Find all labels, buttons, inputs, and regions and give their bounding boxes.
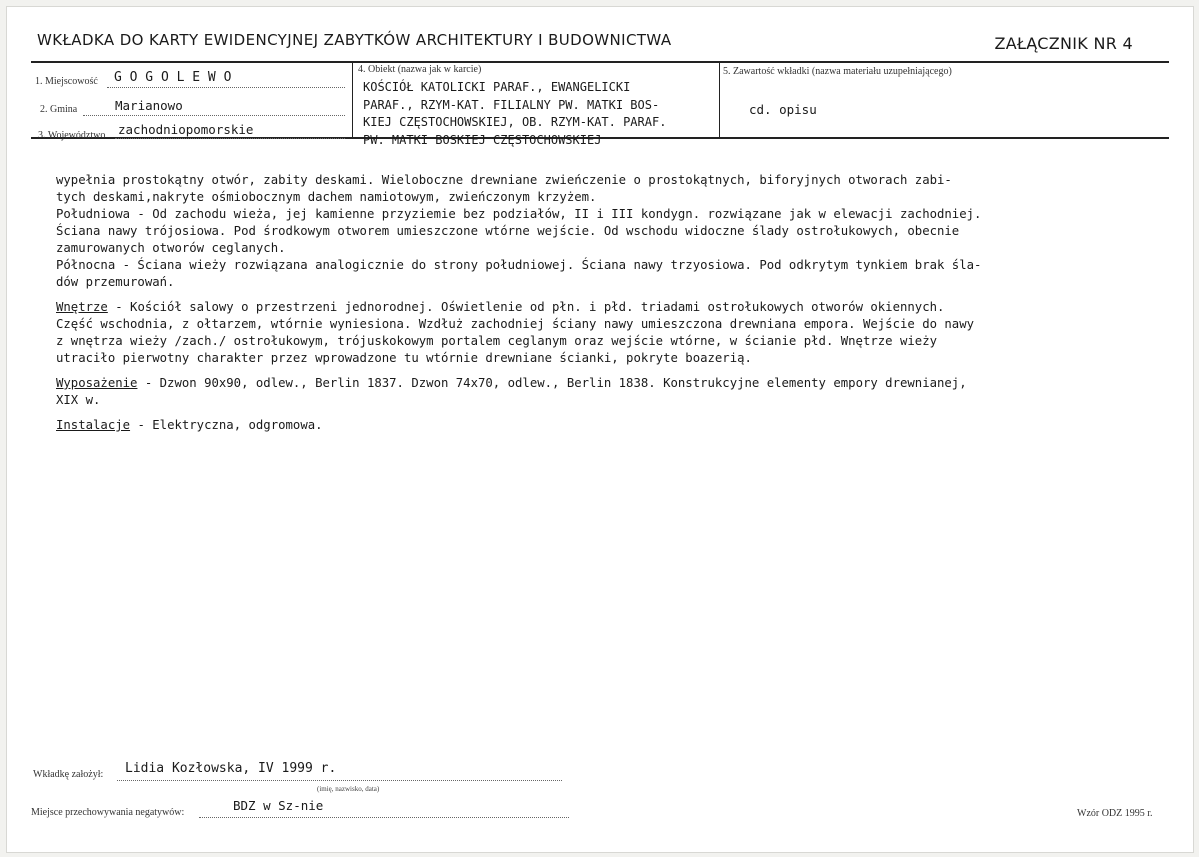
field-object-value xyxy=(363,79,666,149)
body-line: zamurowanych otworów ceglanych. xyxy=(56,241,286,255)
field-commune-label: 2. Gmina xyxy=(40,104,78,115)
body-line xyxy=(56,375,1156,392)
furnishings-heading: Wyposażenie xyxy=(56,376,138,390)
body-line: utraciło pierwotny charakter przez wprowadzone tu wtórnie drewniane ścianki, pokryte boazerią. xyxy=(56,351,752,365)
installations-text: - Elektryczna, odgromowa. xyxy=(130,418,323,432)
body-line xyxy=(56,299,1156,316)
storage-dots xyxy=(199,817,569,818)
body-line: Ściana nawy trójosiowa. Pod środkowym otworem umieszczone wtórne wejście. Od wschodu widoczne ślady ostrołukowych, obecnie xyxy=(56,224,960,238)
furnishings-text: - Dzwon 90x90, odlew., Berlin 1837. Dzwon 74x70, odlew., Berlin 1838. Konstrukcyjne elementy empory drewnianej, xyxy=(137,376,967,390)
body-line: XIX w. xyxy=(56,393,101,407)
interior-text: - Kościół salowy o przestrzeni jednorodnej. Oświetlenie od płn. i płd. triadami ostrołukowych otworów okiennych. xyxy=(107,300,945,314)
form-sheet xyxy=(6,6,1194,853)
body-line: Południowa - Od zachodu wieża, jej kamienne przyziemie bez podziałów, II i III kondygn. rozwiązane jak w elewacji zachodniej. xyxy=(56,207,982,221)
body-line xyxy=(56,417,1156,434)
body-line: wypełnia prostokątny otwór, zabity deskami. Wieloboczne drewniane zwieńczenie o prostokątnych, biforyjnych otworach zabi- xyxy=(56,173,952,187)
author-dots xyxy=(117,780,562,781)
field-place-label: 1. Miejscowość xyxy=(35,76,98,87)
body-line: z wnętrza wieży /zach./ ostrołukowym, trójuskokowym portalem ceglanym oraz wejście wtórne, w ścianie płd. Wnętrze wieży xyxy=(56,334,937,348)
field-content-value: cd. opisu xyxy=(749,102,817,117)
annex-number: ZAŁĄCZNIK NR 4 xyxy=(994,34,1133,53)
header-divider-1 xyxy=(352,62,353,138)
storage-value: BDZ w Sz-nie xyxy=(233,798,324,813)
description-body xyxy=(56,172,1156,434)
author-label: Wkładkę założył: xyxy=(33,769,104,780)
body-line: tych deskami,nakryte ośmiobocznym dachem namiotowym, zwieńczonym krzyżem. xyxy=(56,190,597,204)
body-line: dów przemurowań. xyxy=(56,275,175,289)
installations-heading: Instalacje xyxy=(56,418,131,432)
field-voivodeship-value: zachodniopomorskie xyxy=(118,122,254,137)
body-line: Północna - Ściana wieży rozwiązana analogicznie do strony południowej. Ściana nawy trzyosiowa. Pod odkrytym tynkiem brak śla- xyxy=(56,258,982,272)
header-top-rule xyxy=(31,61,1169,63)
field-object-label: 4. Obiekt (nazwa jak w karcie) xyxy=(358,64,482,75)
object-line: KIEJ CZĘSTOCHOWSKIEJ, OB. RZYM-KAT. PARAF. xyxy=(363,115,667,129)
object-line: PARAF., RZYM-KAT. FILIALNY PW. MATKI BOS- xyxy=(363,97,660,112)
author-value: Lidia Kozłowska, IV 1999 r. xyxy=(125,761,337,776)
object-line: PW. MATKI BOSKIEJ CZĘSTOCHOWSKIEJ xyxy=(363,132,602,147)
header-divider-2 xyxy=(719,62,720,138)
author-hint: (imię, nazwisko, data) xyxy=(317,785,380,793)
object-line: KOŚCIÓŁ KATOLICKI PARAF., EWANGELICKI xyxy=(363,80,631,94)
field-commune-dots xyxy=(83,115,345,116)
field-voivodeship-dots xyxy=(115,138,345,139)
template-version: Wzór ODZ 1995 r. xyxy=(1077,808,1153,819)
field-place-dots xyxy=(107,87,345,88)
document-title: WKŁADKA DO KARTY EWIDENCYJNEJ ZABYTKÓW ARCHITEKTURY I BUDOWNICTWA xyxy=(37,31,672,49)
field-voivodeship-label: 3. Województwo xyxy=(38,130,106,141)
field-commune-value: Marianowo xyxy=(115,98,183,113)
field-place-value: G O G O L E W O xyxy=(114,70,232,85)
field-content-label: 5. Zawartość wkładki (nazwa materiału uzupełniającego) xyxy=(723,66,952,77)
interior-heading: Wnętrze xyxy=(56,300,108,314)
storage-label: Miejsce przechowywania negatywów: xyxy=(31,807,185,818)
body-line: Część wschodnia, z ołtarzem, wtórnie wyniesiona. Wzdłuż zachodniej ściany nawy umieszczona drewniana empora. Wejście do nawy xyxy=(56,317,975,331)
